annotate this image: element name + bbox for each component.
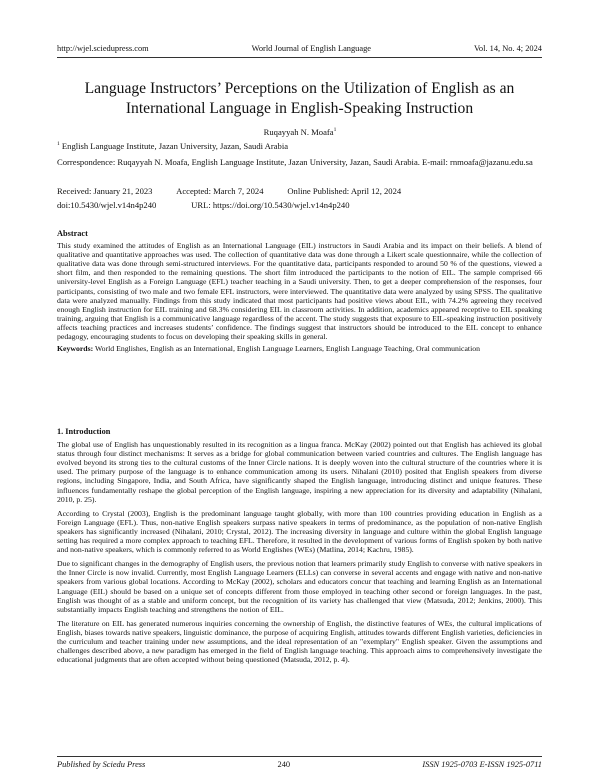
- published-date: Online Published: April 12, 2024: [287, 186, 402, 196]
- abstract-heading: Abstract: [57, 229, 88, 238]
- page-number: 240: [277, 760, 291, 769]
- keywords-line: [57, 344, 542, 353]
- introduction-section: [57, 427, 542, 664]
- doi-text[interactable]: doi:10.5430/wjel.v14n4p240: [57, 200, 157, 210]
- affiliation-text: English Language Institute, Jazan University, Jazan, Saudi Arabia: [59, 141, 289, 151]
- page-footer: [57, 760, 542, 769]
- affiliation: [57, 141, 288, 151]
- publisher: Published by Sciedu Press: [57, 760, 146, 769]
- keywords-text: World Englishes, English as an International, English Language Learners, English Language Teaching, Oral communication: [93, 344, 480, 354]
- intro-paragraph-2: According to Crystal (2003), English is the predominant language taught globally, with more than 100 countries providing education in English as a Foreign Language (EFL). Thus, non-native English speakers surpass native speakers in terms of predominance, as the population of non-native English speakers has significantly increased (Nihalani, 2010; Crystal, 2012). The increasing diversity in language and culture within the global English language setting has required a more complex approach to teaching EFL. Therefore, it resulted in the development of various forms of English spoken by both native and non-native speakers, which is commonly referred to as World Englishes (WEs) (Matlina, 2014; Kachru, 1985).: [57, 508, 542, 555]
- author-superscript: 1: [333, 127, 337, 134]
- correspondence: Correspondence: Ruqayyah N. Moafa, English Language Institute, Jazan University, Jazan, Saudi Arabia. E-mail: rnmoafa@jazanu.edu.sa: [57, 157, 533, 167]
- intro-paragraph-4: The literature on EIL has generated numerous inquiries concerning the ownership of English, the distinctive features of WEs, the cultural implications of English, biases towards native speakers, linguistic dominance, the purpose of acquiring English, attitudes towards different English varieties, deficiencies in the curriculum and teacher training under new assumptions, and the ideal representation of an "exemplary" English speaker. Given the assumptions and challenges described above, a new paradigm has emerged in the field of English language teaching. This approach aims to comprehensively investigate the educational judgments that are often accepted without being questioned (Matsuda, 2012, p. 4).: [57, 618, 542, 665]
- intro-paragraph-3: Due to significant changes in the demography of English users, the previous notion that learners primarily study English to converse with native speakers in the Inner Circle is now invalid. Currently, most English Language Learners (ELLs) can converse in several accents and engage with native and non-native speakers from various global locations. According to McKay (2002), scholars and educators concur that teaching and learning English as an International Language (EIL) should be based on a unique set of concepts different from those employed in teaching other second or foreign languages. In the past, English was thought of as a stable and uniform concept, but the recognition of its variety has challenged that view (Matsuda, 2012; Jenkins, 2000). This substantially impacts English teaching and strengthens the notion of EIL.: [57, 559, 542, 614]
- keywords-label: Keywords:: [57, 344, 94, 354]
- intro-heading: 1. Introduction: [57, 427, 111, 436]
- volume-info: Vol. 14, No. 4; 2024: [473, 44, 542, 53]
- accepted-date: Accepted: March 7, 2024: [176, 186, 264, 196]
- journal-name: World Journal of English Language: [251, 44, 371, 53]
- header-divider: [57, 57, 542, 58]
- doi-url[interactable]: URL: https://doi.org/10.5430/wjel.v14n4p240: [191, 200, 350, 210]
- intro-paragraph-1: The global use of English has unquestionably resulted in its recognition as a lingua franca. McKay (2002) pointed out that English has achieved its global status through four distinct mechanisms: It serves as a bridge for global communication between varied countries and cultures. The English language has evolved beyond its strong ties to the cultural customs of the Inner Circle nations. It is deeply woven into the cultural structure of the countries where it is used. The primary purpose of the language is to enhance communication among its users. Nihalani (2010) posited that English speakers from diverse regions, including Singapore, India, and South Africa, have significantly shaped the English language, introducing distinct and unique features. These influences fundamentally reshape the global perception of the English language, inspiring a new appreciation for its diversity and adaptability (Nihalani, 2010, p. 25).: [57, 440, 542, 504]
- received-date: Received: January 21, 2023: [57, 186, 153, 196]
- article-title: [57, 79, 542, 119]
- running-header: [57, 43, 542, 55]
- title-line-2: International Language in English-Speaking Instruction: [125, 100, 474, 117]
- author-line: [0, 127, 600, 137]
- author-name: Ruqayyah N. Moafa: [263, 127, 334, 137]
- title-line-1: Language Instructors’ Perceptions on the Utilization of English as an: [84, 80, 515, 97]
- affiliation-superscript: 1: [57, 141, 60, 148]
- doi-line: [57, 200, 350, 210]
- abstract-text: This study examined the attitudes of English as an International Language (EIL) instructors in Saudi Arabia and its impact on their beliefs. A blend of qualitative and quantitative approaches was used. The collection of quantitative data was done through a Likert scale questionnaire, while the collection of qualitative data was done through semi-structured interviews. For the quantitative data, participants responded to around 50 % of the questions, viewed a short film, and then responded to the remaining questions. The short film introduced the participants to the notion of EIL. The sample comprised 66 university-level English as a Foreign Language (EFL) teacher teaching in a Saudi university. Then, to get a deeper comprehension of the responses, four participants, consisting of two male and two female EFL instructors, were interviewed. The quantitative data were analyzed by using SPSS. The qualitative data were analyzed manually. Findings from this study indicated that most participants had positive views about EIL, with 74.2% agreeing they received enough English instruction for EIL training and 68.3% considering EIL in classroom activities. In addition, academics appeared receptive to EIL speaking training, arguing that English is a communicative language regardless of the accent. The study suggests that exposure to EIL-speaking instruction positively affects teaching practices and increases students’ confidence. The findings suggest that instructors should be introduced to the EIL concept to enhance pedagogy, encouraging students to focus on developing their speaking skills in general.: [57, 241, 542, 342]
- journal-url[interactable]: http://wjel.sciedupress.com: [57, 44, 149, 53]
- abstract-section: [57, 229, 542, 353]
- footer-divider: [57, 756, 542, 757]
- publication-dates: [57, 186, 401, 196]
- issn: ISSN 1925-0703 E-ISSN 1925-0711: [422, 760, 542, 769]
